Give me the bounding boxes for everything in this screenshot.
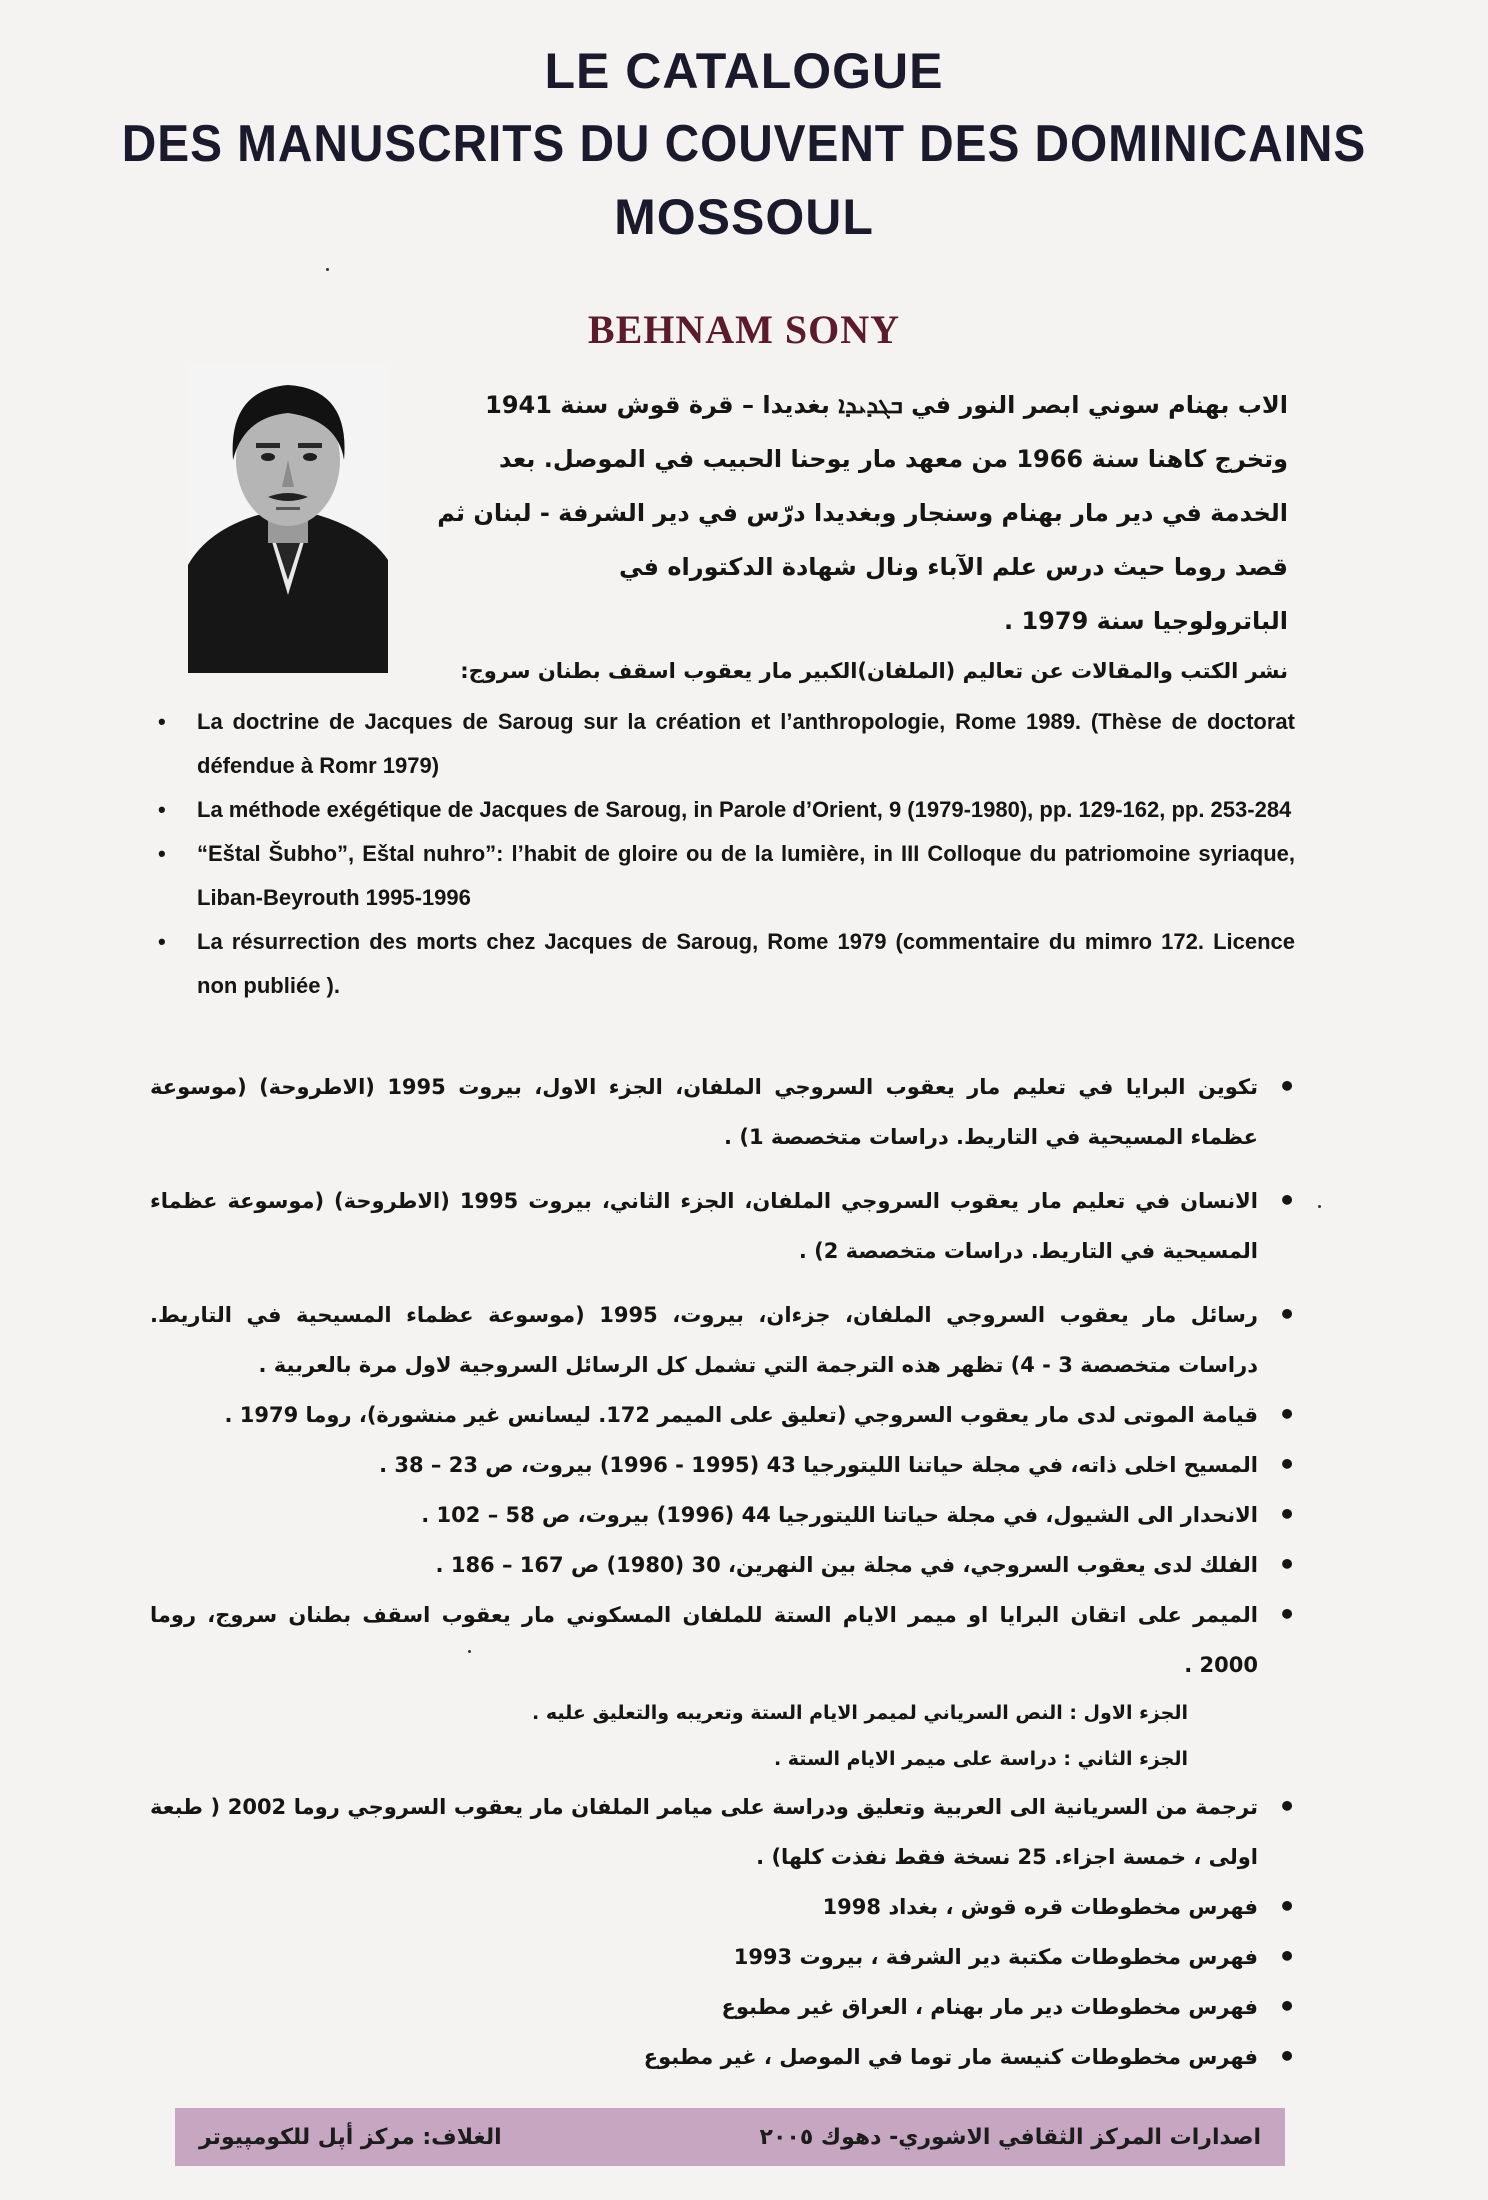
list-item: • فهرس مخطوطات مكتبة دير الشرفة ، بيروت 1993	[150, 1932, 1298, 1982]
list-item: • ترجمة من السريانية الى العربية وتعليق ودراسة على ميامر الملفان مار يعقوب السروجي روما 2002 ( طبعة اولى ، خمسة اجزاء. 25 نسخة فقط نفذت كلها) .	[150, 1782, 1298, 1882]
list-item: • الانحدار الى الشيول، في مجلة حياتنا الليتورجيا 44 (1996) بيروت، ص 58 – 102 .	[150, 1490, 1298, 1540]
title-block	[40, 43, 1448, 245]
sub-item: الجزء الثاني : دراسة على ميمر الايام الستة .	[773, 1748, 1188, 1770]
footer-band	[175, 2108, 1285, 2166]
publisher-credit: اصدارات المركز الثقافي الاشوري- دهوك ٢٠٠٥	[759, 2124, 1261, 2150]
bio-line: وتخرج كاهنا سنة 1966 من معهد مار يوحنا الحبيب في الموصل. بعد	[498, 445, 1288, 473]
list-item: • الفلك لدى يعقوب السروجي، في مجلة بين النهرين، 30 (1980) ص 167 – 186 .	[150, 1540, 1298, 1590]
title-line-2: DES MANUSCRITS DU COUVENT DES DOMINICAINS	[121, 115, 1367, 173]
title-line-3: MOSSOUL	[614, 189, 874, 245]
cover-credit: الغلاف: مركز أپل للكومپيوتر	[199, 2124, 502, 2150]
author-name: BEHNAM SONY	[587, 307, 901, 352]
bio-line: قصد روما حيث درس علم الآباء ونال شهادة الدكتوراه في	[619, 553, 1288, 581]
list-item: • La résurrection des morts chez Jacques de Saroug, Rome 1979 (commentaire du mimro 172. Licence non publiée ).	[155, 920, 1295, 1008]
list-item: • الميمر على اتقان البرايا او ميمر الايام الستة للملفان المسكوني مار يعقوب اسقف بطنان سروج، روما 2000 .	[150, 1590, 1298, 1690]
list-item: • فهرس مخطوطات دير مار بهنام ، العراق غير مطبوع	[150, 1982, 1298, 2032]
paper-speck	[1318, 1205, 1321, 1208]
author-portrait	[188, 365, 388, 673]
paper-speck	[468, 1650, 471, 1653]
french-publications	[155, 700, 1295, 1008]
list-item: • La doctrine de Jacques de Saroug sur la création et l’anthropologie, Rome 1989. (Thèse de doctorat défendue à Romr 1979)	[155, 700, 1295, 788]
list-item: • الانسان في تعليم مار يعقوب السروجي الملفان، الجزء الثاني، بيروت 1995 (الاطروحة) (موسوعة عظماء المسيحية في التاريط. دراسات متخصصة 2) .	[150, 1176, 1298, 1276]
list-item: • قيامة الموتى لدى مار يعقوب السروجي (تعليق على الميمر 172. ليسانس غير منشورة)، روما 1979 .	[150, 1390, 1298, 1440]
list-item: • فهرس مخطوطات قره قوش ، بغداد 1998	[150, 1882, 1298, 1932]
bio-line: الاب بهنام سوني ابصر النور في ܒܓܕܝܕܐ بغديدا – قرة قوش سنة 1941	[485, 391, 1288, 419]
list-item: • المسيح اخلى ذاته، في مجلة حياتنا الليتورجيا 43 (1995 - 1996) بيروت، ص 23 – 38 .	[150, 1440, 1298, 1490]
arabic-publications	[150, 1062, 1298, 2082]
publications-intro: نشر الكتب والمقالات عن تعاليم (الملفان)الكبير مار يعقوب اسقف بطنان سروج:	[460, 659, 1288, 683]
title-line-1: LE CATALOGUE	[544, 43, 944, 99]
list-item: • رسائل مار يعقوب السروجي الملفان، جزءان، بيروت، 1995 (موسوعة عظماء المسيحية في التاريط. دراسات متخصصة 3 - 4) تظهر هذه الترجمة التي تشمل كل الرسائل السروجية لاول مرة بالعربية .	[150, 1290, 1298, 1390]
list-item: • La méthode exégétique de Jacques de Saroug, in Parole d’Orient, 9 (1979-1980), pp. 129-162, pp. 253-284	[155, 788, 1295, 832]
author-bio	[420, 378, 1288, 648]
sub-item: الجزء الاول : النص السرياني لميمر الايام الستة وتعريبه والتعليق عليه .	[532, 1702, 1188, 1724]
list-item: • فهرس مخطوطات كنيسة مار توما في الموصل ، غير مطبوع	[150, 2032, 1298, 2082]
bio-line: الخدمة في دير مار بهنام وسنجار وبغديدا درّس في دير الشرفة - لبنان ثم	[437, 499, 1288, 527]
list-item: • “Eštal Šubho”, Eštal nuhro”: l’habit de gloire ou de la lumière, in III Colloque du patriomoine syriaque, Liban-Beyrouth 1995-1996	[155, 832, 1295, 920]
list-item: • تكوين البرايا في تعليم مار يعقوب السروجي الملفان، الجزء الاول، بيروت 1995 (الاطروحة) (موسوعة عظماء المسيحية في التاريط. دراسات متخصصة 1) .	[150, 1062, 1298, 1162]
paper-speck	[326, 268, 329, 271]
bio-line: الباترولوجيا سنة 1979 .	[1003, 607, 1288, 635]
